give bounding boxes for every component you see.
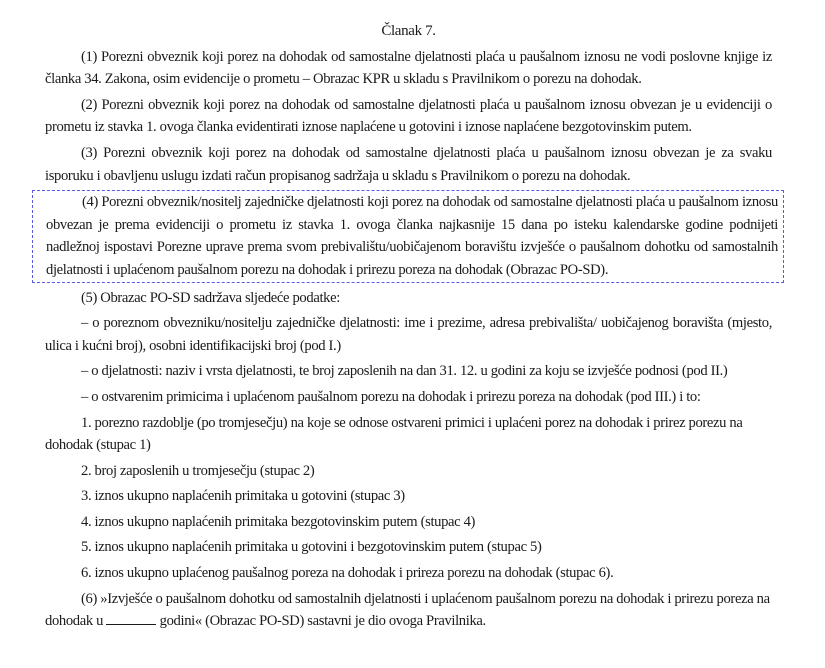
paragraph-3: (3) Porezni obveznik koji porez na dohodak od samostalne djelatnosti plaća u paušalnom iznosu obvezan je za svaku isporuku i obavljenu uslugu izdati račun propisanog sadržaja u skladu s Pravilnikom o porezu na dohodak. xyxy=(45,144,772,184)
paragraph-4[interactable]: (4) Porezni obveznik/nositelj zajedničke djelatnosti koji porez na dohodak od samostalne djelatnosti plaća u paušalnom iznosu obvezan je prema evidenciji o prometu iz stavka 1. ovoga članka najkasnije 15 dana po isteku kalendarske godine podnijeti nadležnoj ispostavi Porezne uprave prema svom prebivalištu/uobičajenom boravištu izvješće o paušalnom dohotku od samostalnih djelatnosti i uplaćenom paušalnom porezu na dohodak i prirezu poreza na dohodak (Obrazac PO-SD). xyxy=(46,194,778,278)
dash-item-3: – o ostvarenim primicima i uplaćenom paušalnom porezu na dohodak i prirezu poreza na dohodak (pod III.) i to: xyxy=(81,388,701,405)
numbered-item-1: 1. porezno razdoblje (po tromjesečju) na koje se odnose ostvareni primici i uplaćeni porez na dohodak i prirez porezu na dohodak (stupac 1) xyxy=(45,414,743,454)
year-blank-line xyxy=(106,610,156,625)
numbered-item-2: 2. broj zaposlenih u tromjesečju (stupac 2) xyxy=(81,462,315,479)
dash-item-2: – o djelatnosti: naziv i vrsta djelatnosti, te broj zaposlenih na dan 31. 12. u godini za koju se izvješće podnosi (pod II.) xyxy=(81,363,728,380)
paragraph-6-start: (6) »Izvješće o paušalnom dohotku od samostalnih djelatnosti i uplaćenom paušalnom porezu na dohodak i prirezu poreza na dohodak u xyxy=(45,590,770,630)
paragraph-6-end: godini« (Obrazac PO-SD) sastavni je dio ovoga Pravilnika. xyxy=(156,613,486,630)
numbered-item-3: 3. iznos ukupno naplaćenih primitaka u gotovini (stupac 3) xyxy=(81,488,405,505)
paragraph-1: (1) Porezni obveznik koji porez na dohodak od samostalne djelatnosti plaća u paušalnom iznosu ne vodi poslovne knjige iz članka 34. Zakona, osim evidencije o prometu – Obrazac KPR u skladu s Pravilnikom o porezu na dohodak. xyxy=(45,48,772,88)
paragraph-2: (2) Porezni obveznik koji porez na dohodak od samostalne djelatnosti plaća u paušalnom iznosu obvezan je u evidenciji o prometu iz stavka 1. ovoga članka evidentirati iznose naplaćene u gotovini i iznose naplaćene bezgotovinskim putem. xyxy=(45,96,772,136)
dash-item-1: – o poreznom obvezniku/nositelju zajedničke djelatnosti: ime i prezime, adresa prebivališta/ uobičajenog boravišta (mjesto, ulica i kućni broj), osobni identifikacijski broj (pod I.) xyxy=(45,315,772,354)
paragraph-6 xyxy=(45,588,772,633)
article-title: Članak 7. xyxy=(381,23,436,39)
paragraph-5: (5) Obrazac PO-SD sadržava sljedeće podatke: xyxy=(81,289,340,306)
document-page xyxy=(45,20,778,636)
selected-paragraph-box[interactable] xyxy=(32,190,784,282)
numbered-item-4: 4. iznos ukupno naplaćenih primitaka bezgotovinskim putem (stupac 4) xyxy=(81,513,476,530)
numbered-item-6: 6. iznos ukupno uplaćenog paušalnog poreza na dohodak i prireza porezu na dohodak (stupac 6). xyxy=(81,565,614,582)
numbered-item-5: 5. iznos ukupno naplaćenih primitaka u gotovini i bezgotovinskim putem (stupac 5) xyxy=(81,539,542,556)
